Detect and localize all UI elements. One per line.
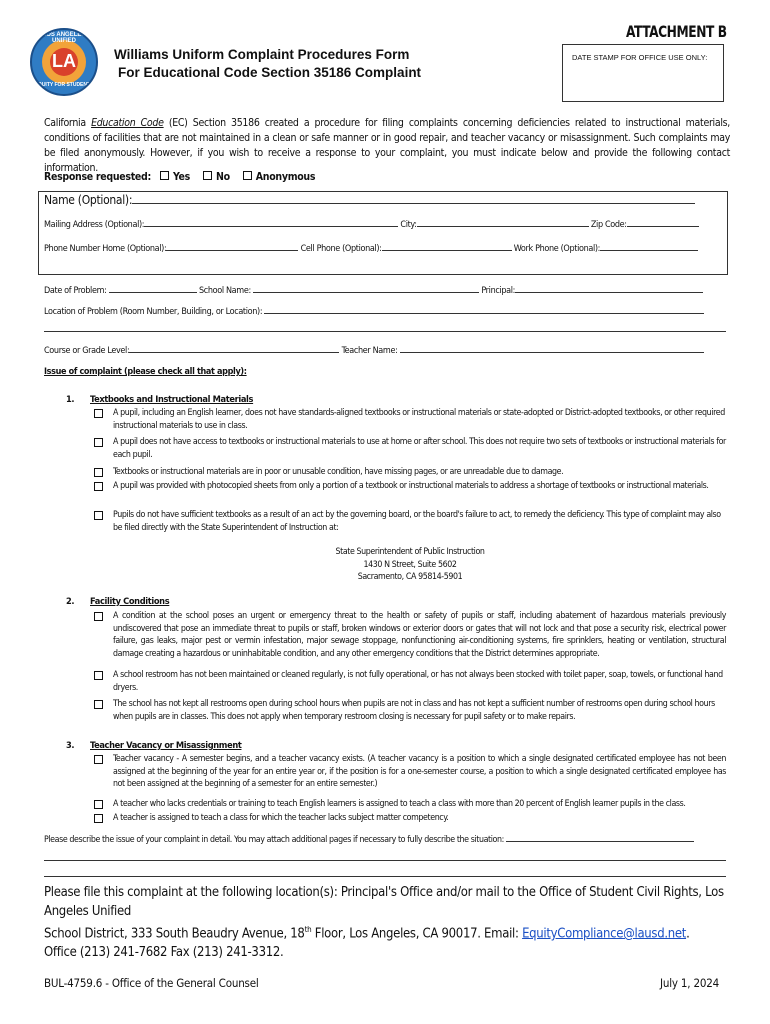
section-title: Teacher Vacancy or Misassignment	[90, 740, 242, 751]
address-line: 1430 N Street, Suite 5602	[363, 559, 457, 570]
phone-home-label: Phone Number Home (Optional):	[44, 244, 167, 254]
intro-education-code: Education Code	[91, 117, 164, 129]
phone-row	[44, 243, 728, 256]
section-2-heading	[66, 596, 169, 607]
city-label: City:	[400, 220, 417, 230]
list-item	[92, 798, 726, 811]
anonymous-checkbox[interactable]	[243, 171, 252, 180]
name-label: Name (Optional):	[44, 193, 133, 207]
zip-label: Zip Code:	[590, 220, 627, 230]
ordinal-suffix: th	[304, 925, 312, 934]
address-text-cont: Floor, Los Angeles, CA 90017. Email:	[311, 926, 523, 942]
list-item	[92, 698, 726, 723]
attachment-label: ATTACHMENT B	[626, 22, 727, 41]
intro-text: (EC) Section 35186 created a procedure for filing complaints concerning deficiencies related to instructional materials, conditions of facilities that are not maintained in a clean or safe manner or in good repair, and teacher vacancy or misassignment. Such complaints may be filed anonymously. However, if you wish to receive a response to your complaint, you must indicate below and provide the following contact information.	[44, 117, 730, 174]
mailing-row	[44, 219, 728, 232]
date-stamp-box	[562, 44, 724, 102]
cell-field[interactable]	[382, 250, 512, 251]
zip-field[interactable]	[627, 226, 699, 227]
work-field[interactable]	[600, 250, 698, 251]
yes-label: Yes	[172, 171, 190, 183]
school-field[interactable]	[253, 292, 479, 293]
section-3-heading	[66, 740, 241, 751]
section-title: Facility Conditions	[90, 596, 170, 607]
checkbox[interactable]	[94, 438, 103, 447]
list-item	[92, 407, 726, 432]
item-text: Teacher vacancy - A semester begins, and a teacher vacancy exists. (A teacher vacancy is a position to which a single designated certificated employee has not been assigned at the beginning of the year for an entire year or, if the position is for a one-semester course, a position to which a single designated certificated employee has not been assigned at the beginning of a semester for an entire semester.)	[113, 754, 726, 790]
item-text: A pupil, including an English learner, does not have standards-aligned textbooks or instructional materials or state-adopted or District-adopted textbooks, or other required instructional materials to use in class.	[113, 408, 725, 431]
work-label: Work Phone (Optional):	[513, 244, 601, 254]
email-link[interactable]: EquityCompliance@lausd.net	[522, 926, 687, 942]
location-label: Location of Problem (Room Number, Building, or Location):	[44, 307, 263, 317]
superintendent-address	[240, 546, 580, 584]
item-text: A teacher who lacks credentials or training to teach English learners is assigned to teach a class with more than 20 percent of English learner pupils in the class.	[113, 799, 686, 809]
list-item	[92, 753, 726, 791]
item-text: A school restroom has not been maintained or cleaned regularly, is not fully operational, or has not always been stocked with toilet paper, soap, towels, or functional hand dryers.	[113, 670, 723, 693]
yes-checkbox[interactable]	[160, 171, 169, 180]
issue-heading: Issue of complaint (please check all that apply):	[44, 367, 247, 377]
teacher-field[interactable]	[400, 352, 704, 353]
mailing-field[interactable]	[144, 226, 398, 227]
date-field[interactable]	[109, 292, 197, 293]
school-label: School Name:	[198, 286, 251, 296]
course-field[interactable]	[129, 352, 339, 353]
checkbox[interactable]	[94, 755, 103, 764]
no-checkbox[interactable]	[203, 171, 212, 180]
course-label: Course or Grade Level:	[44, 346, 130, 356]
date-label: Date of Problem:	[44, 286, 107, 296]
footer-bulletin: BUL-4759.6 - Office of the General Counsel	[44, 976, 259, 990]
item-text: A teacher is assigned to teach a class for which the teacher lacks subject matter competency.	[113, 813, 449, 823]
item-text: A pupil does not have access to textbooks or instructional materials to use at home or after school. This does not require two sets of textbooks or instructional materials for each pupil.	[113, 437, 726, 460]
describe-label: Please describe the issue of your complaint in detail. You may attach additional pages if necessary to fully describe the situation:	[44, 835, 504, 845]
mailing-label: Mailing Address (Optional):	[44, 220, 145, 230]
date-stamp-label: DATE STAMP FOR OFFICE USE ONLY:	[572, 53, 708, 62]
logo-ring-bottom: EQUITY FOR STUDENTS	[34, 82, 94, 88]
list-item	[92, 480, 726, 493]
item-text: Pupils do not have sufficient textbooks as a result of an act by the governing board, or the board's failure to act, to remedy the deficiency. This type of complaint may also be filed directly with the State Superintendent of Instruction at:	[113, 510, 721, 533]
address-text: School District, 333 South Beaudry Avenue, 18	[44, 926, 305, 942]
office-fax-line: Office (213) 241-7682 Fax (213) 241-3312.	[44, 944, 284, 960]
item-text: A pupil was provided with photocopied sheets from only a portion of a textbook or instructional materials to address a shortage of textbooks or instructional materials.	[113, 481, 709, 491]
form-subtitle: For Educational Code Section 35186 Complaint	[118, 65, 422, 80]
address-line: Sacramento, CA 95814-5901	[357, 572, 463, 583]
address-line: State Superintendent of Public Instruction	[335, 547, 485, 557]
name-row	[44, 193, 724, 208]
list-item	[92, 509, 726, 534]
checkbox[interactable]	[94, 671, 103, 680]
location-row	[44, 306, 728, 319]
lausd-logo	[30, 28, 98, 96]
list-item	[92, 436, 726, 461]
file-location-line2	[44, 921, 734, 944]
checkbox[interactable]	[94, 814, 103, 823]
checkbox[interactable]	[94, 612, 103, 621]
logo-ring-top: LOS ANGELES UNIFIED	[42, 32, 86, 44]
checkbox[interactable]	[94, 468, 103, 477]
list-item	[92, 669, 726, 694]
checkbox[interactable]	[94, 511, 103, 520]
response-label: Response requested:	[44, 171, 151, 183]
location-field-line2[interactable]	[44, 331, 726, 332]
checkbox[interactable]	[94, 482, 103, 491]
file-location-line1: Please file this complaint at the following location(s): Principal's Office and/or mail to the Office of Student Civil Rights, Los Angeles Unified	[44, 885, 724, 919]
phone-home-field[interactable]	[166, 250, 298, 251]
anonymous-label: Anonymous	[255, 171, 316, 183]
period: .	[686, 926, 690, 942]
checkbox[interactable]	[94, 800, 103, 809]
section-number: 2.	[66, 596, 75, 607]
item-text: The school has not kept all restrooms open during school hours when pupils are not in class and has not kept a sufficient number of restrooms open during school hours when pupils are in classes. This does not apply when temporary restroom closing is necessary for pupil safety or to make repairs.	[113, 699, 715, 722]
describe-row	[44, 834, 730, 847]
list-item	[92, 610, 726, 661]
item-text: Textbooks or instructional materials are in poor or unusable condition, have missing pages, or are unreadable due to damage.	[113, 467, 564, 477]
list-item	[92, 812, 726, 825]
footer-date: July 1, 2024	[660, 976, 719, 990]
location-field[interactable]	[264, 313, 704, 314]
item-text: A condition at the school poses an urgent or emergency threat to the health or safety of pupils or staff, including abatement of hazardous materials previously undiscovered that pose an immediate threat to pupils or staff, broken windows or exterior doors or gates that will not lock and that pose a security risk, electrical power failure, gas leaks, major pest or vermin infestation, major sewage stoppage, nonfunctioning air-conditioning systems, fire sprinklers, heating or ventilation, structural damage creating a hazardous or uninhabitable condition, and any other emergency conditions that the District determines appropriate.	[113, 611, 726, 660]
section-title: Textbooks and Instructional Materials	[90, 394, 254, 405]
section-1-heading	[66, 394, 253, 405]
cell-label: Cell Phone (Optional):	[300, 244, 382, 254]
intro-lead: California	[44, 117, 86, 129]
form-title: Williams Uniform Complaint Procedures Form	[114, 47, 410, 62]
describe-field-line3[interactable]	[44, 876, 726, 877]
file-location-paragraph	[44, 884, 734, 962]
city-field[interactable]	[417, 226, 589, 227]
date-school-row	[44, 285, 728, 298]
describe-field-line2[interactable]	[44, 860, 726, 861]
logo-mark: LA	[52, 51, 76, 71]
teacher-label: Teacher Name:	[341, 346, 398, 356]
no-label: No	[215, 171, 230, 183]
response-requested-row	[44, 170, 315, 185]
intro-paragraph	[44, 116, 730, 176]
name-field[interactable]	[132, 203, 695, 204]
checkbox[interactable]	[94, 409, 103, 418]
course-teacher-row	[44, 345, 728, 358]
principal-field[interactable]	[515, 292, 703, 293]
section-number: 1.	[66, 394, 75, 405]
section-number: 3.	[66, 740, 75, 751]
principal-label: Principal:	[481, 286, 516, 296]
describe-field[interactable]	[506, 841, 694, 842]
checkbox[interactable]	[94, 700, 103, 709]
list-item	[92, 466, 726, 479]
